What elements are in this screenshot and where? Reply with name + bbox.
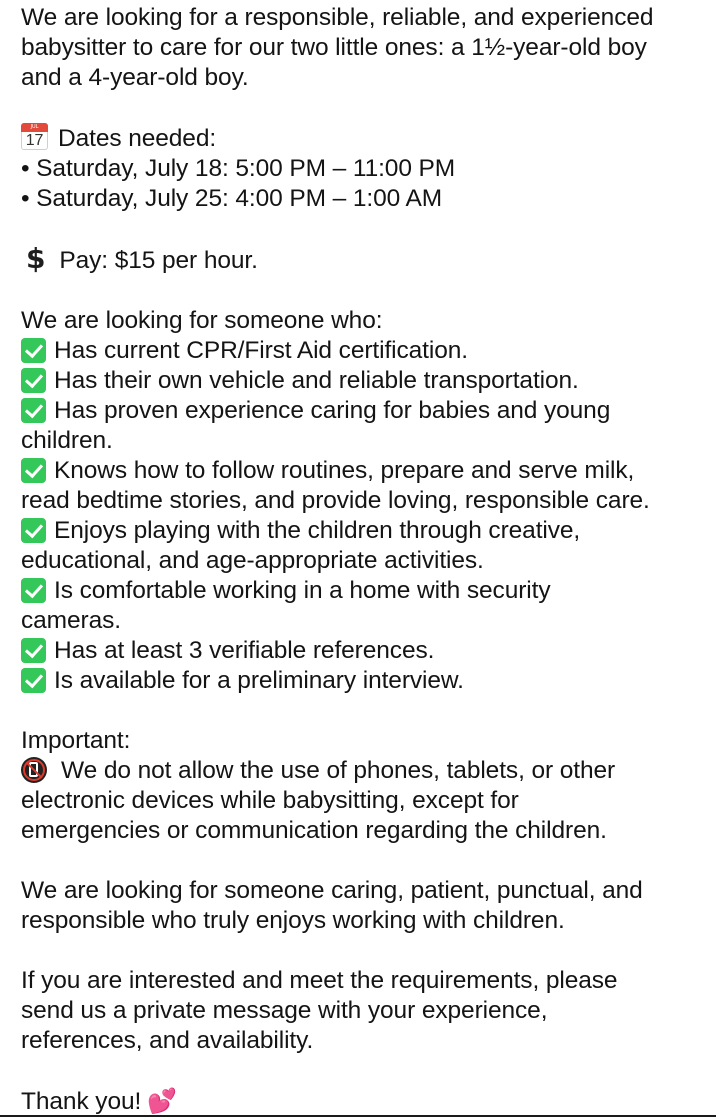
- important-heading: Important:: [21, 727, 131, 754]
- check-mark-icon: [21, 398, 46, 423]
- check-mark-icon: [21, 368, 46, 393]
- check-mark-icon: [21, 338, 46, 363]
- date-item: • Saturday, July 18: 5:00 PM – 11:00 PM: [21, 155, 456, 182]
- pay-text: Pay: $15 per hour.: [59, 247, 258, 274]
- requirements-heading: We are looking for someone who:: [21, 307, 383, 334]
- intro-line: and a 4-year-old boy.: [21, 64, 249, 91]
- pay-row: [21, 244, 711, 276]
- important-line: electronic devices while babysitting, except for: [21, 787, 519, 814]
- thanks-row: [21, 1086, 711, 1117]
- requirement-item-continued: read bedtime stories, and provide loving, responsible care.: [21, 487, 650, 514]
- requirement-item: Is comfortable working in a home with security: [21, 576, 711, 606]
- check-mark-icon: [21, 668, 46, 693]
- requirement-item: Has proven experience caring for babies and young: [21, 396, 711, 426]
- requirement-item: Has current CPR/First Aid certification.: [21, 336, 711, 366]
- requirement-item: Is available for a preliminary interview.: [21, 666, 711, 696]
- requirement-item-continued: cameras.: [21, 607, 121, 634]
- check-mark-icon: [21, 578, 46, 603]
- requirement-item-continued: children.: [21, 427, 113, 454]
- dates-heading-row: [21, 123, 711, 154]
- requirement-item: Has at least 3 verifiable references.: [21, 636, 711, 666]
- closing-line: responsible who truly enjoys working with children.: [21, 907, 565, 934]
- contact-line: If you are interested and meet the requirements, please: [21, 967, 618, 994]
- intro-line: We are looking for a responsible, reliable, and experienced: [21, 4, 654, 31]
- important-line: We do not allow the use of phones, tablets, or other: [21, 756, 711, 786]
- check-mark-icon: [21, 518, 46, 543]
- important-line: emergencies or communication regarding the children.: [21, 817, 607, 844]
- calendar-icon: JUL 17: [21, 123, 48, 150]
- closing-line: We are looking for someone caring, patient, punctual, and: [21, 877, 643, 904]
- dollar-sign-icon: $: [26, 242, 46, 275]
- thanks-text: Thank you!: [21, 1088, 142, 1115]
- contact-line: send us a private message with your experience,: [21, 997, 548, 1024]
- contact-line: references, and availability.: [21, 1027, 314, 1054]
- requirement-item: Enjoys playing with the children through creative,: [21, 516, 711, 546]
- dates-heading: Dates needed:: [58, 125, 217, 152]
- requirement-item-continued: educational, and age-appropriate activities.: [21, 547, 484, 574]
- intro-line: babysitter to care for our two little ones: a 1½-year-old boy: [21, 34, 647, 61]
- no-mobile-phones-icon: [21, 757, 47, 783]
- requirement-item: Has their own vehicle and reliable transportation.: [21, 366, 711, 396]
- post-body: [21, 3, 711, 1117]
- check-mark-icon: [21, 458, 46, 483]
- requirement-item: Knows how to follow routines, prepare and serve milk,: [21, 456, 711, 486]
- date-item: • Saturday, July 25: 4:00 PM – 1:00 AM: [21, 185, 443, 212]
- check-mark-icon: [21, 638, 46, 663]
- two-hearts-icon: 💕: [147, 1087, 178, 1115]
